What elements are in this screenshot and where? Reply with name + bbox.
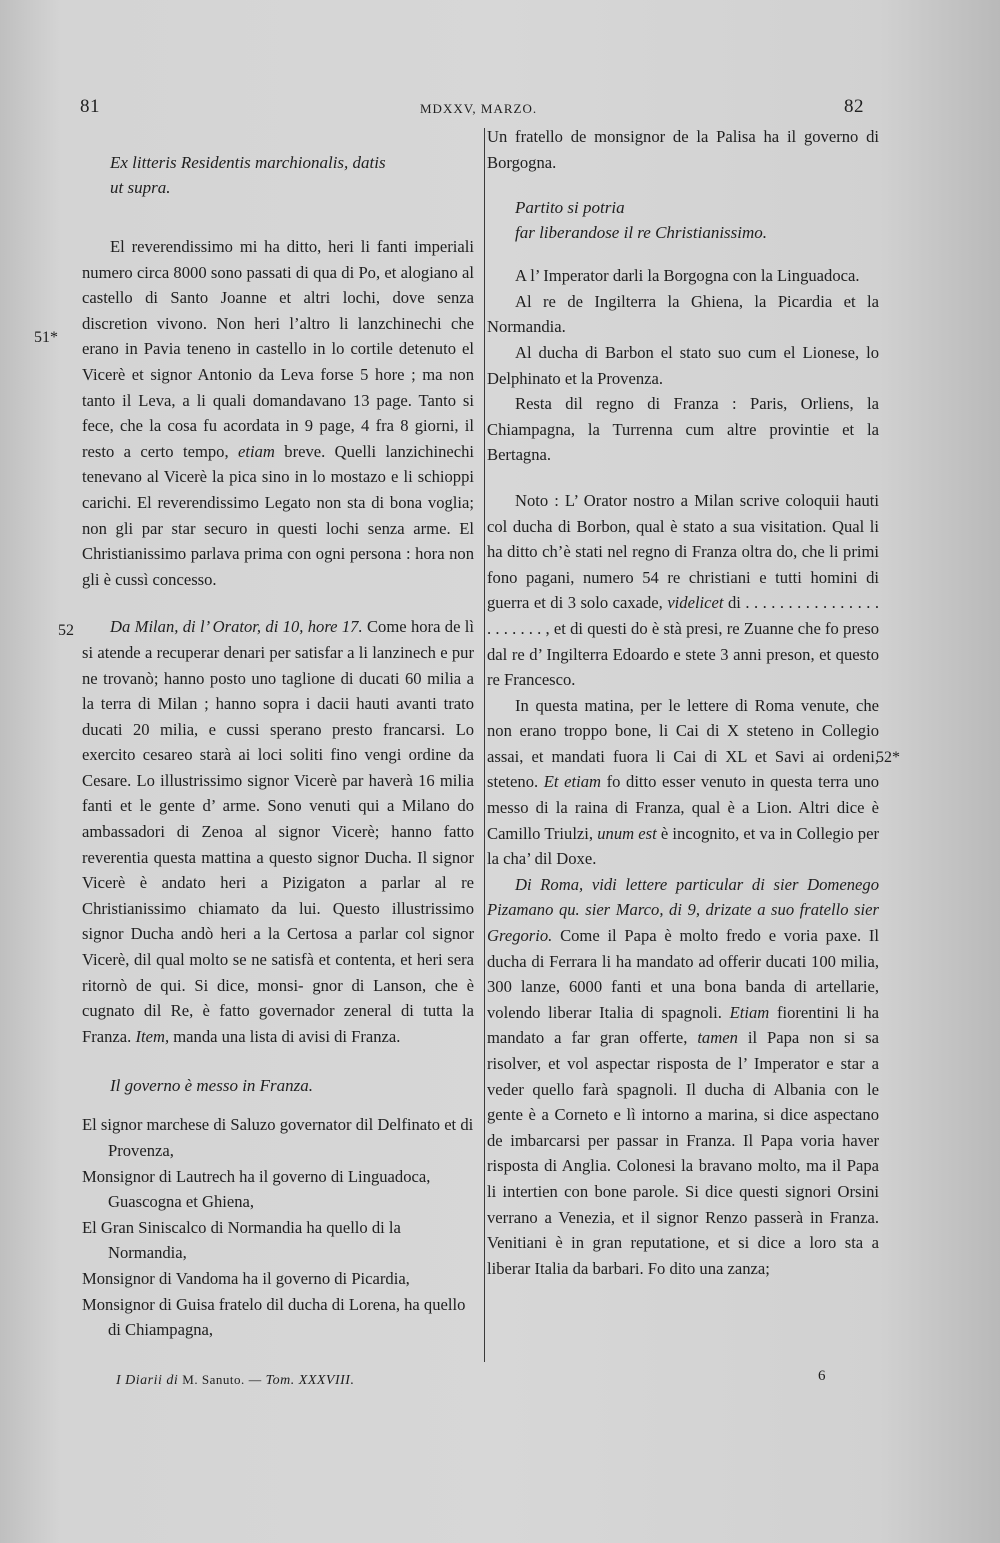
margin-number-52: 52 bbox=[58, 622, 74, 639]
margin-number-51: 51* bbox=[34, 329, 58, 346]
governors-list bbox=[82, 1112, 474, 1342]
list-item: Monsignor di Lautrech ha il governo di Linguadoca, Guascogna et Ghiena, bbox=[82, 1166, 431, 1212]
section-heading: Partito si potria bbox=[515, 198, 625, 218]
paragraph: Al re de Ingilterra la Ghiena, la Picardia et la Normandia. bbox=[487, 291, 879, 337]
paragraph: Noto : L’ Orator nostro a Milan scrive coloquii hauti col ducha di Borbon, qual è stato a sua visitation. Qual li ha ditto ch’è stati nel regno di Franza oltra do, che li primi fono pagani, numero 54 re christiani e tutti homini di guerra et di 3 solo caxade, videlicet di . . . . . . . . . . . . . . . . . . . . . . . , et di questi do è stà presi, re Zuanne che fo preso dal re d’ Ingilterra Edoardo e stete 3 anni preson, et questo re Francesco. bbox=[487, 490, 879, 690]
signature-mark: 6 bbox=[818, 1368, 826, 1384]
column-divider bbox=[484, 128, 485, 1362]
list-item: Monsignor di Guisa fratelo dil ducha di Lorena, ha quello di Chiampagna, bbox=[82, 1294, 466, 1340]
section-heading: Ex litteris Residentis marchionalis, datis bbox=[110, 153, 386, 172]
paragraph: El reverendissimo mi ha ditto, heri li fanti imperiali numero circa 8000 sono passati di qua di Po, et alogiano al castello di Santo Joanne et altri lochi, dove senza discretion vivono. Non heri l’altro li lanzchinechi che erano in Pavia teneno in castello in lo cortile detenuto el Vicerè et signor Antonio da Leva forse 5 hore ; ma non tanto il Leva, a li quali domandavano 13 page. Tanto si fece, che la cosa fu acordata in 9 page, 4 fra 8 giorni, il resto a certo tempo, etiam breve. Quelli lanzichinechi tenevano al Vicerè la pica sino in lo mostazo e li schioppi carichi. El reverendissimo Legato non sta di bona voglia; non gli par star securo in questi lochi senza arme. El Christianissimo parlava prima con ogni persona : hora non gli è cussì concesso. bbox=[82, 237, 474, 589]
paragraph: Al ducha di Barbon el stato suo cum el Lionese, lo Delphinato et la Provenza. bbox=[487, 342, 879, 388]
list-item: El signor marchese di Saluzo governator dil Delfinato et di Provenza, bbox=[82, 1115, 474, 1160]
running-title: MDXXV, MARZO. bbox=[420, 101, 538, 116]
left-column bbox=[82, 150, 474, 1343]
section-heading: Il governo è messo in Franza. bbox=[110, 1076, 314, 1096]
right-column bbox=[487, 124, 879, 1281]
margin-number-52-right: 52* bbox=[876, 749, 900, 766]
list-item: Monsignor di Vandoma ha il governo di Picardia, bbox=[82, 1268, 410, 1288]
paragraph: Resta dil regno di Franza : Paris, Orliens, la Chiampagna, la Turrenna cum altre provintie et la Bertagna. bbox=[487, 394, 879, 465]
list-item: El Gran Siniscalco di Normandia ha quello di la Normandia, bbox=[82, 1217, 401, 1263]
paragraph: Da Milan, di l’ Orator, di 10, hore 17. Come hora de lì si atende a recuperar denari per satisfar a li lanzinech e pur ne trovanò; hanno posto uno taglione di ducati 60 milia a la terra di Milan ; hanno sopra i dacii hauti avanti trato ducati 20 milia, e cussi sperano presto francarsi. Lo exercito cesareo starà ai loci soliti fino vengi ordine da Cesare. Lo illustrissimo signor Vicerè par haverà 16 milia fanti et le gente d’ arme. Sono venuti qui a Milano do ambassadori di Zenoa al signor Vicerè; hanno fatto reverentia questa mattina a questo signor Ducha. Il signor Vicerè è andato heri a Pizigaton a parlar al re Christianissimo chiamato da lui. Questo illustrissimo signor Ducha andò heri a la Certosa a parlar col signor Vicerè, dil qual molto se ne satisfà et contenta, et heri sera ritornò de qui. Si dice, monsi- gnor di Lanson, che è cugnato dil Re, è fatto governador zeneral di tutta la Franza. Item, manda una lista di avisi di Franza. bbox=[82, 617, 475, 1046]
page-number-left: 81 bbox=[80, 96, 100, 117]
page-number-right: 82 bbox=[844, 96, 864, 117]
section-heading-cont: ut supra. bbox=[110, 178, 171, 197]
paragraph: A l’ Imperator darli la Borgogna con la Linguadoca. bbox=[515, 266, 860, 286]
section-heading-cont: far liberandose il re Christianissimo. bbox=[515, 223, 768, 243]
footer-citation: I Diarii di M. Sanuto. — Tom. XXXVIII. bbox=[116, 1372, 355, 1388]
paragraph: Di Roma, vidi lettere particular di sier Domenego Pizamano qu. sier Marco, di 9, drizate a suo fratello sier Gregorio. Come il Papa è molto fredo e voria paxe. Il ducha di Ferrara li ha mandato ad offerir ducati 100 milia, 300 lanze, 6000 fanti et una bona banda di artellarie, volendo liberar Italia di spagnoli. Etiam fiorentini li ha mandato a far gran offerte, tamen il Papa non si sa risolver, et vol aspectar risposta de l’ Imperator e star a veder quello farà spagnoli. Il ducha di Albania con le gente è a Corneto e lì intorno a marina, si dice aspectano de imbarcarsi per passar in Franza. Il Papa voria haver risposta di Anglia. Colonesi la bravano molto, ma il Papa li intertien con bone parole. Si dice questi signori Orsini verrano a Venezia, et il signor Renzo passerà in Franza. Venitiani è in gran reputatione, et si dice a loro sta a liberar Italia da barbari. Fo dito una zanza; bbox=[487, 874, 879, 1278]
paragraph: In questa matina, per le lettere di Roma venute, che non erano troppo bone, li Cai di X steteno in Collegio assai, et mandati fuora li Cai di XL et Savi ai ordeni, steteno. Et etiam fo ditto esser venuto in questa terra uno messo di la raina di Franza, qual è a Lion. Altri dice è Camillo Triulzi, unum est è incognito, et va in Collegio per la cha’ dil Doxe. bbox=[487, 695, 879, 869]
paragraph: Un fratello de monsignor de la Palisa ha il governo di Borgogna. bbox=[487, 127, 879, 172]
